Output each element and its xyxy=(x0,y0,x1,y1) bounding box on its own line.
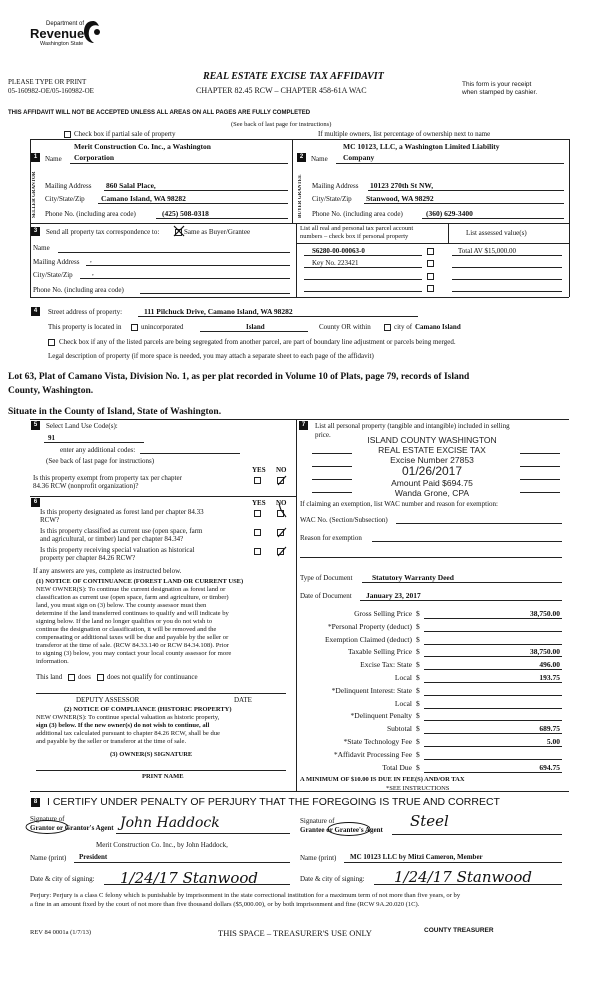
section-6-badge: 6 xyxy=(31,498,40,507)
notice-1-line: transferor at the time of sale. (RCW 84.33.140 or RCW 84.34.108). Prior xyxy=(36,642,229,649)
buyer-side-label: BUYER GRANTEE xyxy=(298,174,303,218)
certify-statement: I CERTIFY UNDER PENALTY OF PERJURY THAT THE FOREGOING IS TRUE AND CORRECT xyxy=(47,796,500,808)
additional-codes-label: enter any additional codes: xyxy=(60,446,136,454)
seller-phone-value: (425) 508-0318 xyxy=(162,209,209,218)
forest-yes-checkbox[interactable] xyxy=(254,510,261,517)
minimum-due-note: A MINIMUM OF $10.00 IS DUE IN FEE(S) AND/OR TAX xyxy=(300,776,465,783)
parcel-3-personal-checkbox[interactable] xyxy=(427,273,434,280)
land-does-not-checkbox[interactable] xyxy=(97,674,104,681)
unincorporated-label: unincorporated xyxy=(141,323,184,331)
land-use-label: Select Land Use Code(s): xyxy=(46,422,118,430)
legal-note: Legal description of property (if more space is needed, you may attach a separate sheet to each page of the affidavit) xyxy=(48,352,374,360)
dollar-sign: $ xyxy=(416,737,420,746)
section-1-badge: 1 xyxy=(31,153,40,162)
seller-mailing-value: 860 Salal Place, xyxy=(106,181,156,190)
exempt-yes-checkbox[interactable] xyxy=(254,477,261,484)
dollar-sign: $ xyxy=(416,622,420,631)
buyer-name-label: Name xyxy=(311,155,328,163)
grantee-date-label: Date & city of signing: xyxy=(300,875,365,883)
grantee-name-print-label: Name (print) xyxy=(300,854,337,862)
warning-text: THIS AFFIDAVIT WILL NOT BE ACCEPTED UNLESS ALL AREAS ON ALL PAGES ARE FULLY COMPLETED xyxy=(8,110,311,116)
fee-row-label: Exemption Claimed (deduct) xyxy=(324,635,412,644)
doc-type-label: Type of Document xyxy=(300,574,353,582)
city-checkbox[interactable] xyxy=(384,324,391,331)
buyer-name-1: MC 10123, LLC, a Washington Limited Liability xyxy=(343,142,500,151)
check-mark-icon xyxy=(276,526,288,538)
s6-no-header: NO xyxy=(276,499,287,507)
grantor-name-print: President xyxy=(79,853,108,861)
notice-1-line: compensating or additional taxes will be due and payable by the seller or xyxy=(36,634,229,641)
grantee-signature: Steel xyxy=(410,812,449,830)
buyer-mailing-label: Mailing Address xyxy=(312,182,359,190)
notice-2-line: NEW OWNER(S): To continue special valuation as historic property, xyxy=(36,714,220,721)
fee-row-label: Total Due xyxy=(382,763,412,772)
deputy-date-label: DATE xyxy=(234,696,252,704)
fee-row-label: *Delinquent Penalty xyxy=(350,711,412,720)
segregated-label: Check box if any of the listed parcels are being segregated from another parcel, are part of boundary line adjustment or parcels being merged. xyxy=(59,338,456,346)
correspondence-label: Send all property tax correspondence to: xyxy=(46,228,160,236)
dor-swirl-icon xyxy=(82,19,104,45)
dollar-sign: $ xyxy=(416,609,420,618)
corr-mailing-label: Mailing Address xyxy=(33,258,80,266)
land-does-not-label: does not qualify for continuance xyxy=(107,673,198,681)
dollar-sign: $ xyxy=(416,660,420,669)
stamp-line: Amount Paid $694.75 xyxy=(391,478,473,488)
notice-1-line: to signing (3) below, you may contact your local county assessor for more xyxy=(36,650,232,657)
notice-1-line: land, you must sign on (3) below. The county assessor must then xyxy=(36,602,207,609)
fee-row-label: *Personal Property (deduct) xyxy=(327,622,412,631)
current-use-question-2: and agricultural, or timber) land per chapter 84.34? xyxy=(40,535,184,543)
fee-row-label: *Delinquent Interest: State xyxy=(331,686,412,695)
section-3-badge: 3 xyxy=(31,227,40,236)
fee-row-label: Local xyxy=(394,699,412,708)
parcel-1-value: S6280-00-00063-0 xyxy=(312,247,365,255)
parcel-4-personal-checkbox[interactable] xyxy=(427,285,434,292)
historic-question-2: property per chapter 84.26 RCW? xyxy=(40,554,136,562)
notice-1-line: information. xyxy=(36,658,69,665)
seller-name-1: Merit Construction Co. Inc., a Washington xyxy=(74,142,211,151)
form-subtitle: CHAPTER 82.45 RCW – CHAPTER 458-61A WAC xyxy=(196,86,367,95)
parcel-2-personal-checkbox[interactable] xyxy=(427,260,434,267)
county-treasurer-label: COUNTY TREASURER xyxy=(424,927,494,934)
dollar-sign: $ xyxy=(416,699,420,708)
land-use-code: 91 xyxy=(48,434,55,442)
rev-code: REV 84 0001a (1/7/13) xyxy=(30,929,92,936)
seller-name-2: Corporation xyxy=(74,153,114,162)
doc-date-value: January 23, 2017 xyxy=(366,591,421,600)
fee-row-label: Gross Selling Price xyxy=(354,609,412,618)
fee-row-value: 694.75 xyxy=(539,763,560,772)
doc-date-label: Date of Document xyxy=(300,592,352,600)
fee-row-label: *Affidavit Processing Fee xyxy=(333,750,412,759)
dollar-sign: $ xyxy=(416,711,420,720)
notice-2-title: (2) NOTICE OF COMPLIANCE (HISTORIC PROPERTY) xyxy=(64,706,232,713)
partial-sale-checkbox[interactable] xyxy=(64,131,71,138)
current-use-question-1: Is this property classified as current use (open space, farm xyxy=(40,527,203,535)
section-2-badge: 2 xyxy=(297,153,306,162)
segregated-checkbox[interactable] xyxy=(48,339,55,346)
seller-city-value: Camano Island, WA 98282 xyxy=(101,194,186,203)
land-does-label: does xyxy=(78,673,91,681)
fee-row-label: Subtotal xyxy=(386,724,412,733)
exemption-claim-label: If claiming an exemption, list WAC number and reason for exemption: xyxy=(300,500,498,508)
assessed-1-value: Total AV $15,000.00 xyxy=(458,247,516,255)
buyer-phone-value: (360) 629-3400 xyxy=(426,209,473,218)
personal-property-label-2: price. xyxy=(315,431,331,439)
receipt-note-1: This form is your receipt xyxy=(462,81,532,88)
dollar-sign: $ xyxy=(416,750,420,759)
form-code: 05-160982-OE/05-160982-OE xyxy=(8,87,94,95)
treasurer-use-only: THIS SPACE – TREASURER'S USE ONLY xyxy=(218,928,372,938)
grantee-agent-label: Grantee or Grantee's Agent xyxy=(300,826,383,834)
notice-1-line: continue the designation or classification, it will be removed and the xyxy=(36,626,217,633)
grantor-signature: John Haddock xyxy=(120,815,220,831)
seller-phone-label: Phone No. (including area code) xyxy=(45,210,136,218)
buyer-city-label: City/State/Zip xyxy=(312,195,352,203)
corr-city-label: City/State/Zip xyxy=(33,271,73,279)
assessed-header: List assessed value(s) xyxy=(466,229,527,237)
print-name-label: PRINT NAME xyxy=(142,773,184,780)
corr-city-value: , xyxy=(92,269,94,277)
fee-row-label: *State Technology Fee xyxy=(343,737,412,746)
s6-yes-header: YES xyxy=(252,499,266,507)
stamp-line: ISLAND COUNTY WASHINGTON xyxy=(367,435,497,445)
doc-type-value: Statutory Warranty Deed xyxy=(372,573,454,582)
seller-mailing-label: Mailing Address xyxy=(45,182,92,190)
buyer-mailing-value: 10123 270th St NW, xyxy=(370,181,434,190)
grantee-sig-of: Signature of xyxy=(300,817,335,825)
fee-row-value: 496.00 xyxy=(539,660,560,669)
fee-row-value: 689.75 xyxy=(539,724,560,733)
city-value: Camano Island xyxy=(415,323,461,331)
city-of-label: city of xyxy=(394,323,413,331)
check-mark-icon xyxy=(276,502,288,518)
s5-yes-header: YES xyxy=(252,466,266,474)
wac-label: WAC No. (Section/Subsection) xyxy=(300,516,388,524)
street-value: 111 Pilchuck Drive, Camano Island, WA 98282 xyxy=(144,307,293,316)
perjury-line-1: Perjury: Perjury is a class C felony which is punishable by imprisonment in the state correctional institution for a maximum term of not more than five years, or by xyxy=(30,892,461,899)
grantor-sig-of: Signature of xyxy=(30,815,65,823)
legal-description-2: County, Washington. xyxy=(8,386,94,396)
legal-description-1: Lot 63, Plat of Camano Vista, Division No. 1, as per plat recorded in Volume 10 of Plats, page 79, records of Island xyxy=(8,372,470,382)
historic-yes-checkbox[interactable] xyxy=(254,548,261,555)
dollar-sign: $ xyxy=(416,673,420,682)
fee-row-value: 38,750.00 xyxy=(530,609,560,618)
stamp-line: Wanda Grone, CPA xyxy=(394,488,470,498)
stamp-date: 01/26/2017 xyxy=(401,464,463,478)
seller-name-label: Name xyxy=(45,155,62,163)
notice-2-line: and payable by the seller or transferor at the time of sale. xyxy=(36,738,187,745)
fee-row-label: Local xyxy=(394,673,412,682)
situate-text: Situate in the County of Island, State of Washington. xyxy=(8,407,222,417)
deputy-assessor-label: DEPUTY ASSESSOR xyxy=(76,696,140,704)
grantor-agent-label: Grantor or Grantor's Agent xyxy=(30,824,114,832)
historic-question-1: Is this property receiving special valuation as historical xyxy=(40,546,195,554)
dollar-sign: $ xyxy=(416,635,420,644)
logo-revenue: Revenue xyxy=(30,26,85,41)
same-as-buyer-label: Same as Buyer/Grantee xyxy=(184,228,251,236)
see-instructions-note: *SEE INSTRUCTIONS xyxy=(386,785,450,792)
fee-row-label: Excise Tax: State xyxy=(360,660,412,669)
land-qualify-label: This land xyxy=(36,673,63,681)
personal-property-label-1: List all personal property (tangible and intangible) included in selling xyxy=(315,422,510,430)
land-use-see-back: (See back of last page for instructions) xyxy=(46,457,155,465)
logo-state: Washington State xyxy=(40,41,84,47)
notice-1-title: (1) NOTICE OF CONTINUANCE (FOREST LAND OR CURRENT USE) xyxy=(36,578,244,585)
check-mark-icon xyxy=(276,474,288,486)
notice-2-line: additional tax calculated pursuant to chapter 84.26 RCW, shall be due xyxy=(36,730,220,737)
perjury-line-2: a fine in an amount fixed by the court of not more than five thousand dollars ($5,000.00), or by both imprisonment and fine (RCW 9A.20.020 (1C). xyxy=(30,901,420,908)
parcel-header-2: numbers – check box if personal property xyxy=(300,233,409,240)
grantor-date-city: 1/24/17 Stanwood xyxy=(120,869,259,887)
seller-city-label: City/State/Zip xyxy=(45,195,85,203)
section-4-badge: 4 xyxy=(31,307,40,316)
grantee-circle-icon xyxy=(326,821,372,837)
stamp-line: REAL ESTATE EXCISE TAX xyxy=(378,445,486,455)
buyer-name-2: Company xyxy=(343,153,375,162)
grantor-date-label: Date & city of signing: xyxy=(30,875,95,883)
dollar-sign: $ xyxy=(416,647,420,656)
corr-phone-label: Phone No. (including area code) xyxy=(33,286,124,294)
seller-side-label: SELLER GRANTOR xyxy=(32,171,37,218)
buyer-city-value: Stanwood, WA 98292 xyxy=(366,194,434,203)
corr-name-label: Name xyxy=(33,244,50,252)
receipt-note-2: when stamped by cashier. xyxy=(462,89,538,96)
owner-signature-label: (3) OWNER(S) SIGNATURE xyxy=(110,751,193,758)
exempt-question-2: 84.36 RCW (nonprofit organization)? xyxy=(33,482,139,490)
fee-row-label: Taxable Selling Price xyxy=(347,647,412,656)
partial-sale-label: Check box if partial sale of property xyxy=(74,130,176,138)
land-does-checkbox[interactable] xyxy=(68,674,75,681)
s5-no-header: NO xyxy=(276,466,287,474)
please-type: PLEASE TYPE OR PRINT xyxy=(8,78,87,86)
fee-row-value: 193.75 xyxy=(539,673,560,682)
form-title: REAL ESTATE EXCISE TAX AFFIDAVIT xyxy=(203,71,384,82)
section-8-badge: 8 xyxy=(31,798,40,807)
grantor-name-print-label: Name (print) xyxy=(30,854,67,862)
notice-1-line: determine if the land transferred continues to qualify and will indicate by xyxy=(36,610,229,617)
fee-row-value: 5.00 xyxy=(546,737,560,746)
parcel-header-1: List all real and personal tax parcel account xyxy=(300,225,414,232)
grantee-name-print: MC 10123 LLC by Mitzi Cameron, Member xyxy=(350,853,483,861)
notice-1-line: signing below. If the land no longer qualifies or you do not wish to xyxy=(36,618,213,625)
county-value: Island xyxy=(246,323,265,331)
county-or-within: County OR within xyxy=(319,323,371,331)
notice-2-line: sign (3) below. If the new owner(s) do not wish to continue, all xyxy=(36,722,210,729)
forest-question-1: Is this property designated as forest land per chapter 84.33 xyxy=(40,508,204,516)
section-7-badge: 7 xyxy=(299,421,308,430)
street-label: Street address of property: xyxy=(48,308,123,316)
unincorporated-checkbox[interactable] xyxy=(131,324,138,331)
notice-1-line: classification as current use (open space, farm and agriculture, or timber) xyxy=(36,594,229,601)
notice-1-line: NEW OWNER(S): To continue the current designation as forest land or xyxy=(36,586,226,593)
exempt-question-1: Is this property exempt from property tax per chapter xyxy=(33,474,182,482)
exemption-reason-label: Reason for exemption xyxy=(300,534,362,542)
dollar-sign: $ xyxy=(416,686,420,695)
logo-dept-line: Department of xyxy=(46,21,85,27)
grantor-circle-icon xyxy=(24,819,70,835)
if-yes-note: If any answers are yes, complete as instructed below. xyxy=(33,567,182,575)
dollar-sign: $ xyxy=(416,763,420,772)
see-back-note: (See back of last page for instructions) xyxy=(231,121,332,128)
buyer-phone-label: Phone No. (including area code) xyxy=(312,210,403,218)
current-use-yes-checkbox[interactable] xyxy=(254,529,261,536)
fee-row-value: 38,750.00 xyxy=(530,647,560,656)
grantor-company: Merit Construction Co. Inc., by John Haddock, xyxy=(96,841,228,849)
forest-question-2: RCW? xyxy=(40,516,60,524)
parcel-2-value: Key No. 223421 xyxy=(312,259,359,267)
located-label: This property is located in xyxy=(48,323,122,331)
dollar-sign: $ xyxy=(416,724,420,733)
section-5-badge: 5 xyxy=(31,421,40,430)
corr-mailing-value: , xyxy=(90,256,92,264)
check-mark-icon xyxy=(276,545,288,557)
stamp-line: Excise Number 27853 xyxy=(390,455,474,465)
parcel-1-personal-checkbox[interactable] xyxy=(427,248,434,255)
multiple-owners-note: If multiple owners, list percentage of ownership next to name xyxy=(318,130,491,138)
grantee-date-city: 1/24/17 Stanwood xyxy=(394,868,533,886)
